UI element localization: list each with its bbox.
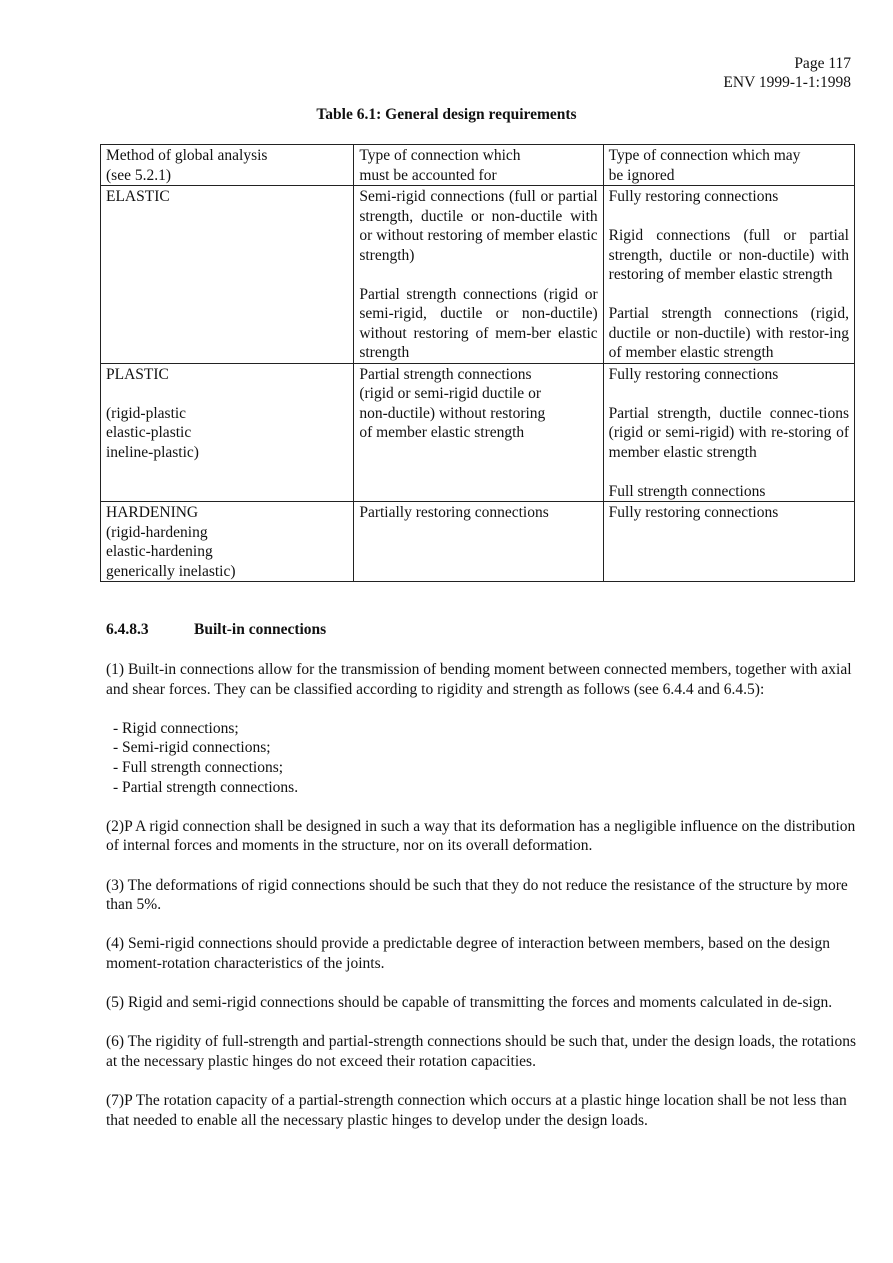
- list-item: - Partial strength connections.: [113, 778, 299, 796]
- paragraph-7: (7)P The rotation capacity of a partial-strength connection which occurs at a plastic hinge location shall be not less than that needed to enable all the necessary plastic hinges to develop under the design loads.: [106, 1092, 847, 1129]
- standard-reference: ENV 1999-1-1:1998: [723, 74, 851, 91]
- list-item: - Full strength connections;: [113, 758, 284, 776]
- section-heading: [106, 621, 326, 639]
- header-ignored: Type of connection which may be ignored: [603, 145, 854, 186]
- cell-accounted: Partial strength connections (rigid or semi-rigid ductile or non-ductile) without restoring of member elastic strength: [354, 363, 603, 502]
- table-header-row: [101, 145, 855, 186]
- cell-accounted: Partially restoring connections: [354, 502, 603, 582]
- cell-ignored: Fully restoring connections Partial strength, ductile connec-tions (rigid or semi-rigid) with re-storing of member elastic strength Full strength connections: [603, 363, 854, 502]
- section-body: [106, 660, 856, 1150]
- list-item: - Semi-rigid connections;: [113, 739, 271, 757]
- cell-method: ELASTIC: [101, 186, 354, 364]
- cell-ignored: Fully restoring connections Rigid connections (full or partial strength, ductile or non-ductile) with restoring of member elastic strength Partial strength connections (rigid, ductile or non-ductile) with restor-ing of member elastic strength: [603, 186, 854, 364]
- paragraph-2: (2)P A rigid connection shall be designed in such a way that its deformation has a negligible influence on the distribution of internal forces and moments in the structure, nor on its overall deformation.: [106, 817, 856, 855]
- cell-accounted: Semi-rigid connections (full or partial strength, ductile or non-ductile with or without restoring of member elastic strength) Partial strength connections (rigid or semi-rigid, ductile or non-ductile) without restoring of mem-ber elastic strength: [354, 186, 603, 364]
- paragraph-1: (1) Built-in connections allow for the transmission of bending moment between connected members, together with axial and shear forces. They can be classified according to rigidity and strength as follows (see 6.4.4 and 6.4.5):: [106, 661, 852, 698]
- connection-types-list: [106, 719, 856, 797]
- table-row-elastic: [101, 186, 855, 364]
- table-title: Table 6.1: General design requirements: [316, 106, 577, 123]
- cell-method: PLASTIC (rigid-plastic elastic-plastic ineline-plastic): [101, 363, 354, 502]
- header-accounted: Type of connection which must be accounted for: [354, 145, 603, 186]
- header-method: Method of global analysis (see 5.2.1): [101, 145, 354, 186]
- paragraph-4: (4) Semi-rigid connections should provide a predictable degree of interaction between members, based on the design moment-rotation characteristics of the joints.: [106, 935, 830, 972]
- list-item: - Rigid connections;: [113, 719, 239, 737]
- section-number: 6.4.8.3: [106, 621, 149, 638]
- paragraph-6: (6) The rigidity of full-strength and partial-strength connections should be such that, under the design loads, the rotations at the necessary plastic hinges do not exceed their rotation capacities.: [106, 1033, 857, 1070]
- paragraph-3: (3) The deformations of rigid connections should be such that they do not reduce the resistance of the structure by more than 5%.: [106, 876, 848, 914]
- page-number: Page 117: [794, 55, 851, 72]
- cell-method: HARDENING (rigid-hardening elastic-hardening generically inelastic): [101, 502, 354, 582]
- design-requirements-table: [100, 144, 855, 582]
- paragraph-5: (5) Rigid and semi-rigid connections should be capable of transmitting the forces and moments calculated in de-sign.: [106, 994, 833, 1012]
- section-title: Built-in connections: [194, 621, 327, 638]
- table-row-plastic: [101, 363, 855, 502]
- page-header: [723, 54, 851, 92]
- cell-ignored: Fully restoring connections: [603, 502, 854, 582]
- table-row-hardening: [101, 502, 855, 582]
